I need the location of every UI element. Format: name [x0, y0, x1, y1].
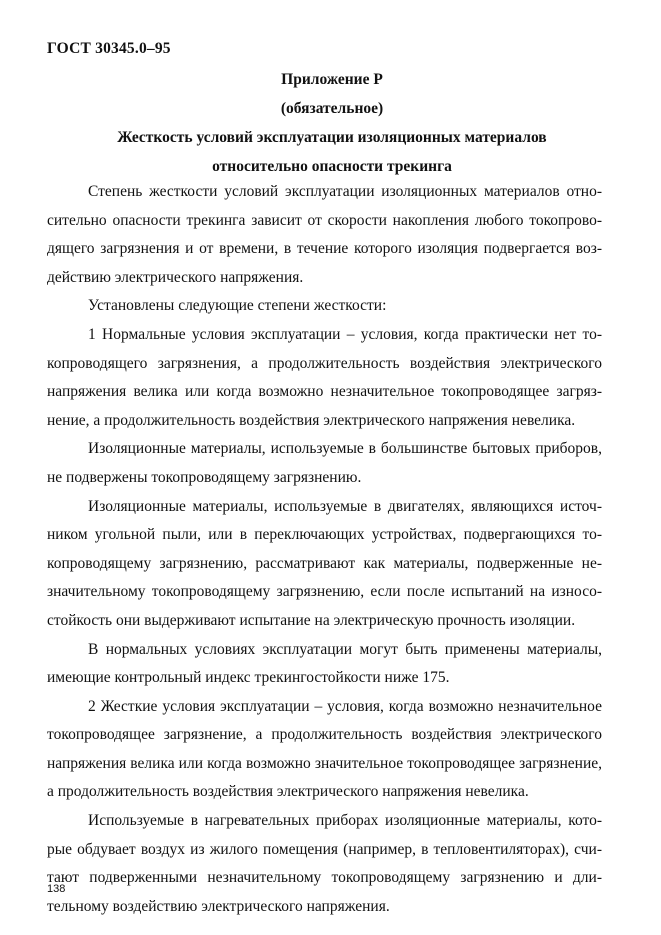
appendix-title-line-2: относительно опасности трекинга: [212, 158, 452, 175]
appendix-title-line-1: Жесткость условий эксплуатации изоляционных материалов: [117, 129, 547, 146]
paragraph: Используемые в нагревательных приборах изоляционные материалы, которые обдувает воздух из жилого помещения (например, в тепловентиляторах), считают подверженными незначительному токопроводящему загрязнению и длительному воздействию электрического напряжения.: [47, 812, 602, 915]
standard-code: ГОСТ 30345.0–95: [47, 40, 171, 57]
paragraph: Степень жесткости условий эксплуатации изоляционных материалов относительно опасности трекинга зависит от скорости накопления любого токопроводящего загрязнения и от времени, в течение которого изоляция подвергается воздействию электрического напряжения.: [47, 183, 602, 286]
paragraph: Изоляционные материалы, используемые в большинстве бытовых приборов, не подвержены токопроводящему загрязнению.: [47, 440, 602, 486]
page-number: 138: [47, 883, 66, 895]
appendix-label: Приложение Р: [281, 71, 383, 88]
paragraph: Установлены следующие степени жесткости:: [88, 297, 387, 315]
paragraph: Изоляционные материалы, используемые в двигателях, являющихся источником угольной пыли, или в переключающих устройствах, подвергающихся токопроводящему загрязнению, рассматривают как материалы, подверженные незначительному токопроводящему загрязнению, если после испытаний на износостойкость они выдерживают испытание на электрическую прочность изоляции.: [47, 497, 602, 629]
appendix-status: (обязательное): [280, 100, 384, 117]
body-text: [47, 178, 602, 921]
paragraph: 1 Нормальные условия эксплуатации – условия, когда практически нет токопроводящего загрязнения, а продолжительность воздействия электрического напряжения велика или когда возможно незначительное токопроводящее загрязнение, а продолжительность воздействия электрического напряжения невелика.: [47, 325, 602, 429]
paragraph: 2 Жесткие условия эксплуатации – условия, когда возможно незначительное токопроводящее загрязнение, а продолжительность воздействия электрического напряжения велика или когда возможно значительное токопроводящее загрязнение, а продолжительность воздействия электрического напряжения невелика.: [47, 697, 602, 801]
paragraph: В нормальных условиях эксплуатации могут быть применены материалы, имеющие контрольный индекс трекингостойкости ниже 175.: [47, 640, 602, 687]
